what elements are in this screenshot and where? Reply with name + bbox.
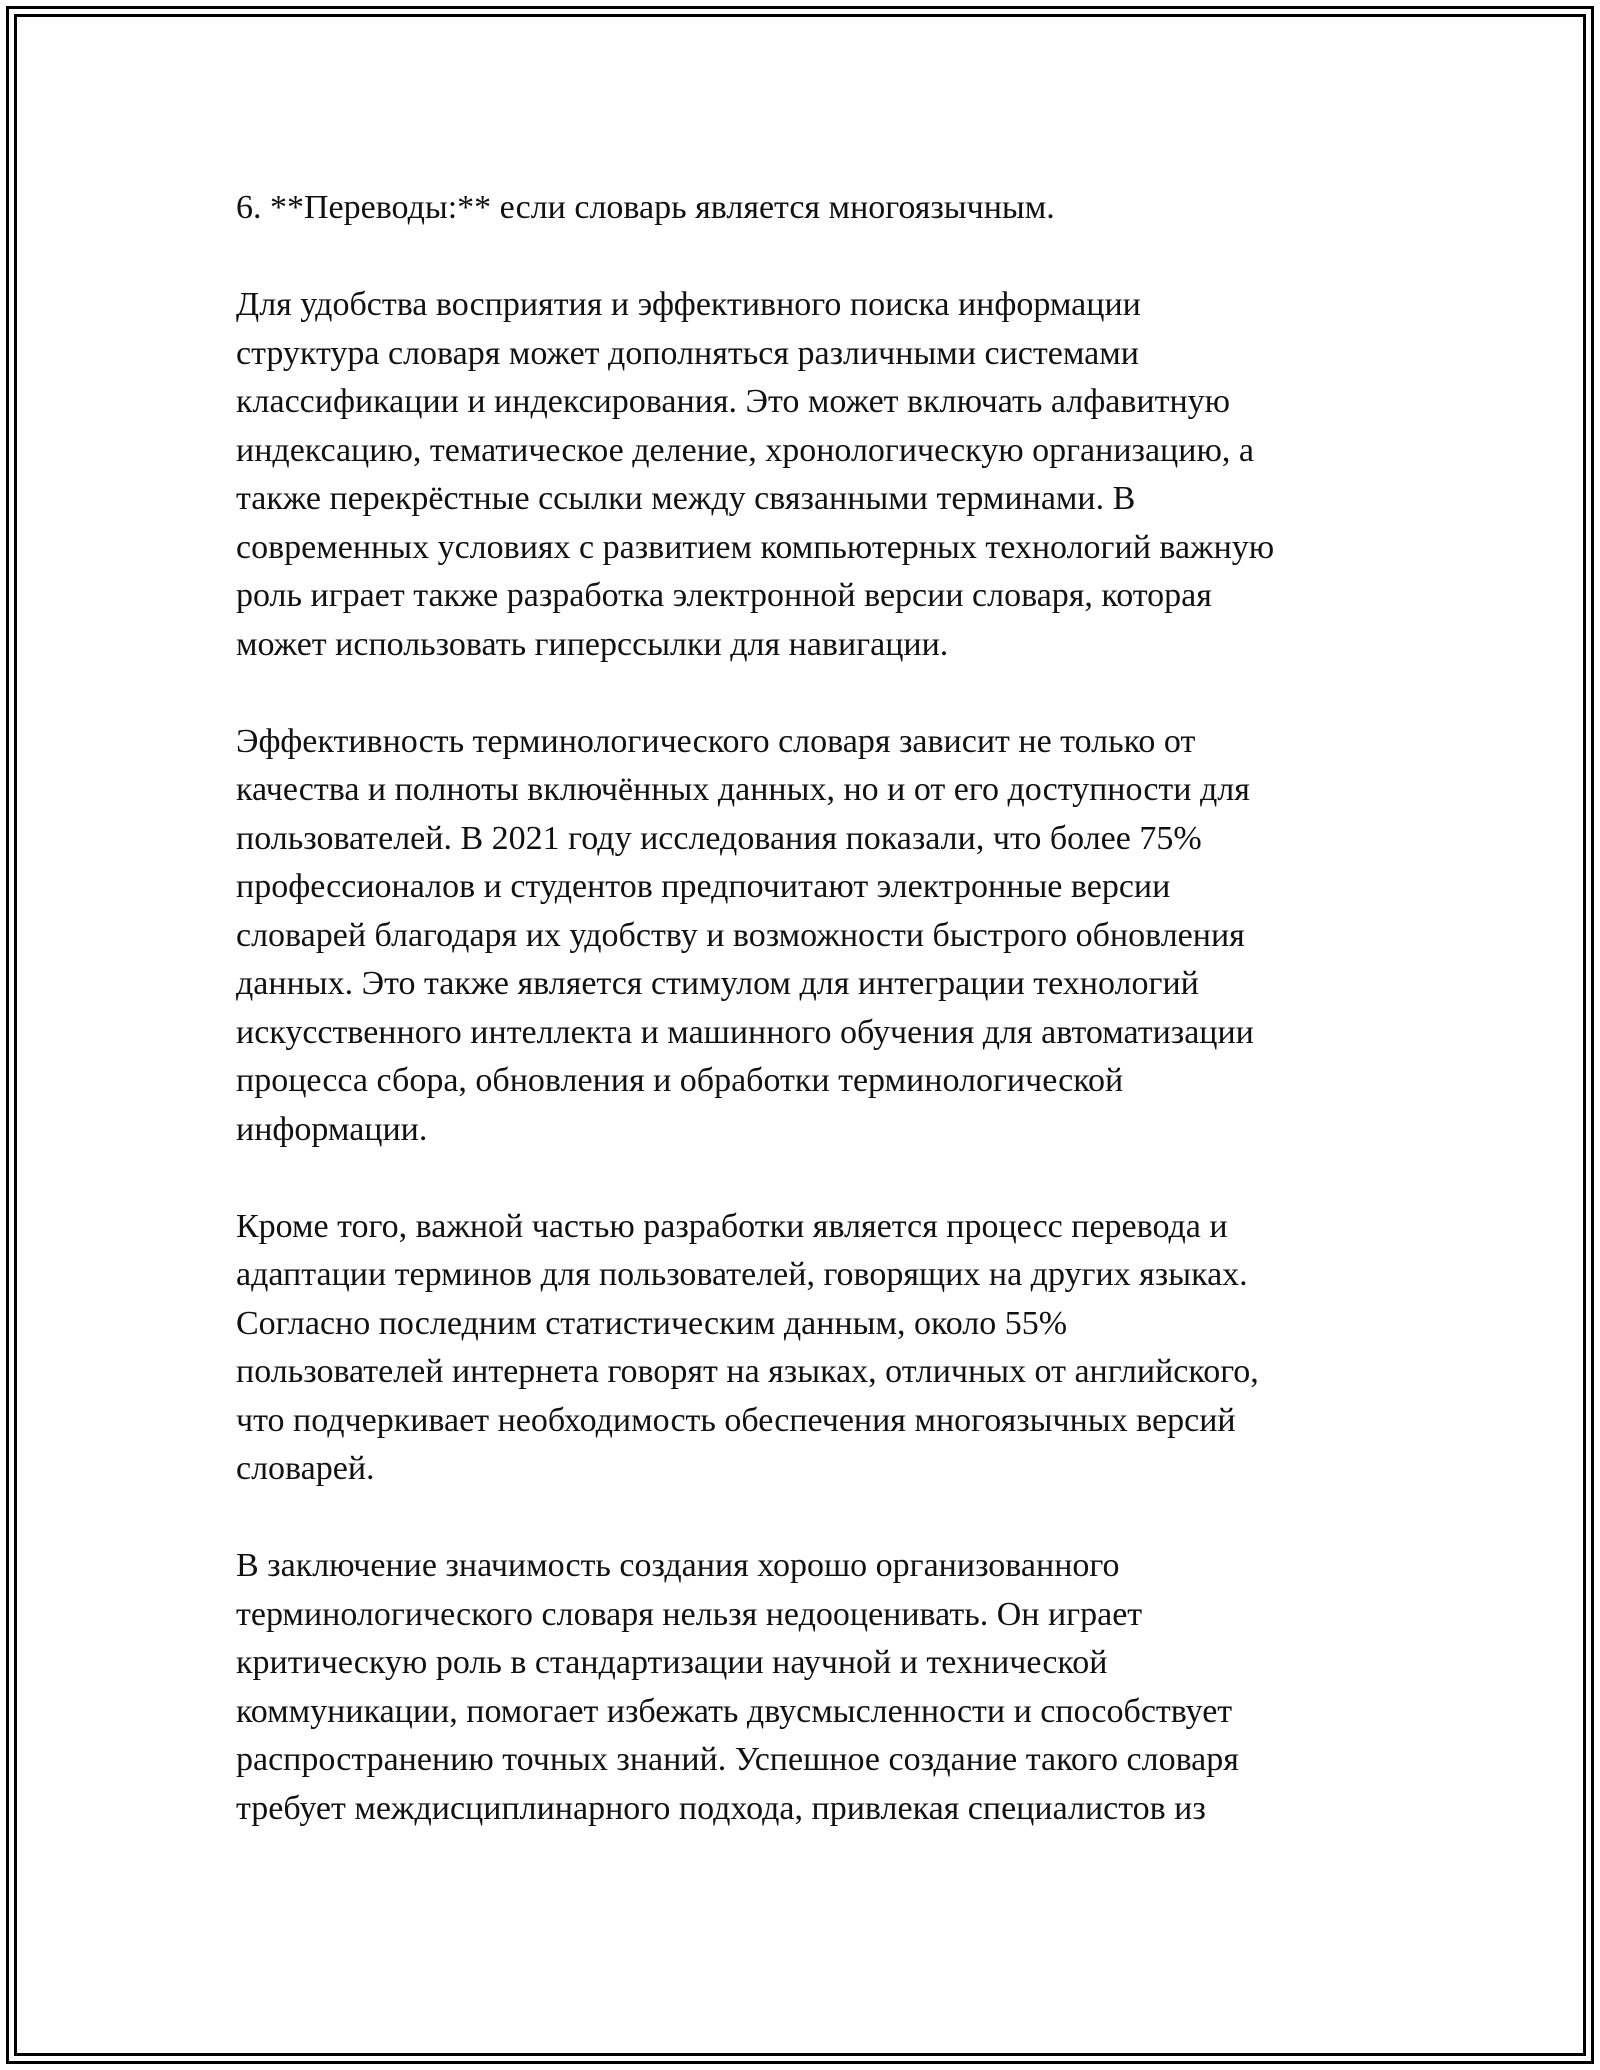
- text-line: структура словаря может дополняться различными системами: [236, 334, 1139, 372]
- text-line: Кроме того, важной частью разработки является процесс перевода и: [236, 1207, 1228, 1245]
- text-line: словарей.: [236, 1450, 375, 1487]
- text-line: пользователей. В 2021 году исследования показали, что более 75%: [236, 819, 1202, 857]
- text-line: современных условиях с развитием компьютерных технологий важную: [236, 528, 1275, 566]
- text-line: 6. **Переводы:** если словарь является многоязычным.: [236, 189, 1055, 226]
- list-item-translations: [236, 184, 1376, 233]
- text-line: данных. Это также является стимулом для интеграции технологий: [236, 965, 1199, 1002]
- text-line: может использовать гиперссылки для навигации.: [236, 625, 949, 663]
- paragraph-effectiveness: [236, 718, 1376, 1155]
- text-line: пользователей интернета говорят на языках, отличных от английского,: [236, 1353, 1259, 1390]
- text-line: индексацию, тематическое деление, хронологическую организацию, а: [236, 431, 1254, 469]
- text-line: адаптации терминов для пользователей, говорящих на других языках.: [236, 1256, 1248, 1293]
- paragraph-translation: [236, 1203, 1376, 1494]
- text-line: классификации и индексирования. Это может включать алфавитную: [236, 383, 1231, 420]
- text-line: Согласно последним статистическим данным, около 55%: [236, 1304, 1068, 1342]
- document-body: [236, 184, 1376, 1882]
- text-line: терминологического словаря нельзя недооценивать. Он играет: [236, 1595, 1143, 1633]
- text-line: что подчеркивает необходимость обеспечения многоязычных версий: [236, 1401, 1236, 1439]
- paragraph-structure: [236, 281, 1376, 669]
- text-line: распространению точных знаний. Успешное создание такого словаря: [236, 1741, 1239, 1778]
- text-line: Для удобства восприятия и эффективного поиска информации: [236, 286, 1141, 323]
- text-line: В заключение значимость создания хорошо организованного: [236, 1547, 1120, 1584]
- text-line: роль играет также разработка электронной версии словаря, которая: [236, 577, 1212, 614]
- text-line: требует междисциплинарного подхода, привлекая специалистов из: [236, 1789, 1206, 1827]
- paragraph-conclusion: [236, 1542, 1376, 1833]
- text-line: словарей благодаря их удобству и возможности быстрого обновления: [236, 916, 1245, 954]
- text-line: коммуникации, помогает избежать двусмысленности и способствует: [236, 1692, 1233, 1730]
- text-line: информации.: [236, 1110, 428, 1148]
- text-line: процесса сбора, обновления и обработки терминологической: [236, 1062, 1124, 1099]
- text-line: критическую роль в стандартизации научной и технической: [236, 1644, 1108, 1681]
- text-line: профессионалов и студентов предпочитают электронные версии: [236, 868, 1171, 905]
- text-line: искусственного интеллекта и машинного обучения для автоматизации: [236, 1013, 1254, 1051]
- text-line: Эффективность терминологического словаря зависит не только от: [236, 722, 1196, 760]
- text-line: качества и полноты включённых данных, но и от его доступности для: [236, 771, 1250, 808]
- text-line: также перекрёстные ссылки между связанными терминами. В: [236, 480, 1136, 517]
